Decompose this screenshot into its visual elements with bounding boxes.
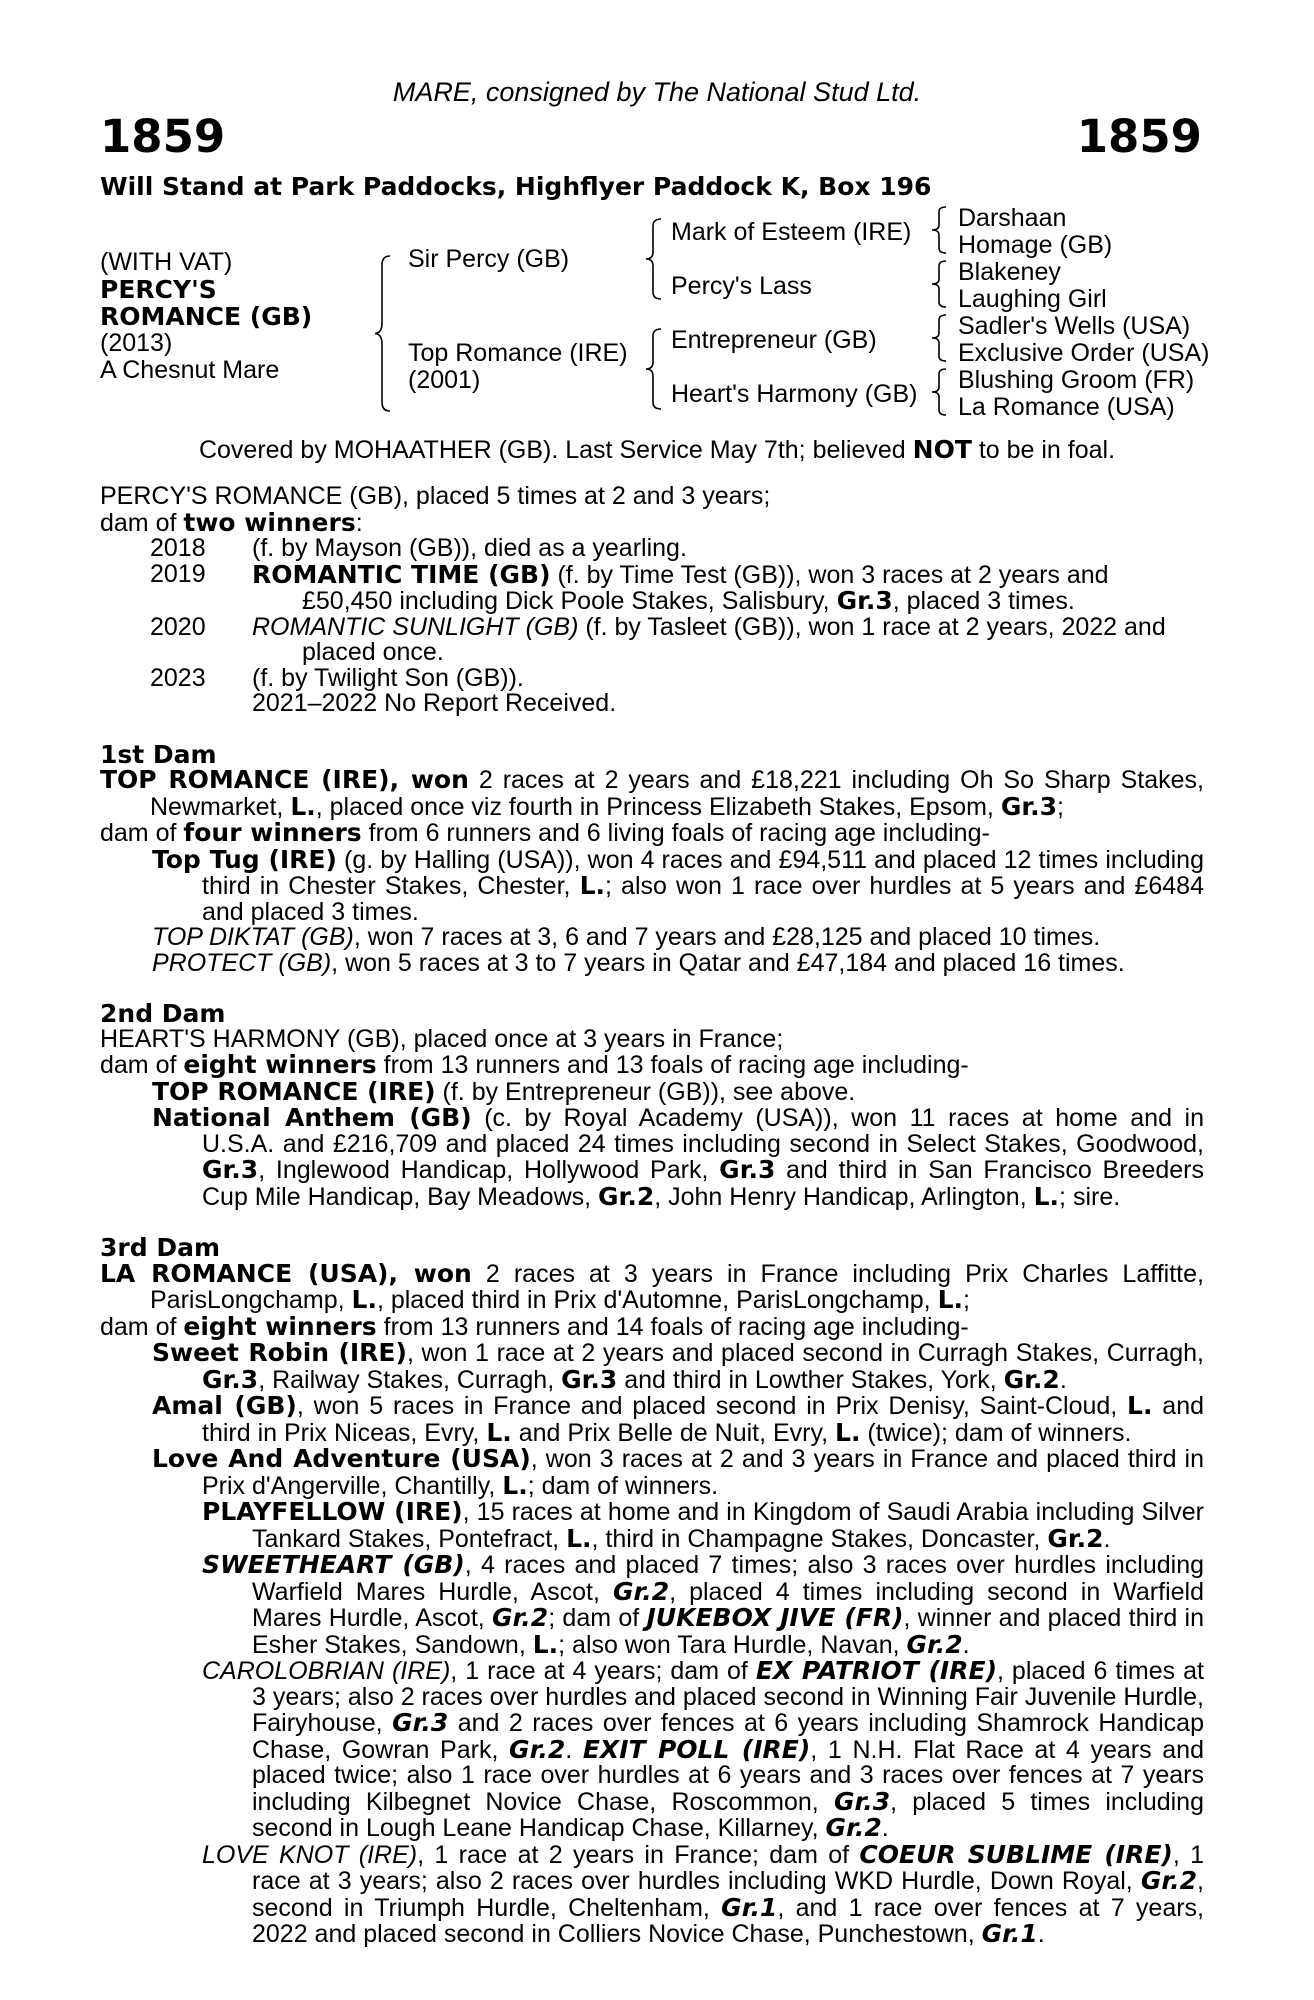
- pedigree-g5: Sadler's Wells (USA): [958, 312, 1191, 340]
- lot-number-right: 1859: [1076, 110, 1202, 163]
- vat-note: (WITH VAT): [100, 248, 233, 276]
- pedigree-dam-line2: (2001): [408, 366, 481, 394]
- first-dam-heading: 1st Dam: [100, 739, 217, 769]
- pedigree-sire-dam: Percy's Lass: [671, 272, 812, 300]
- mare-dam-of: dam of two winners:: [100, 507, 363, 537]
- granddaughter-love-knot: LOVE KNOT (IRE), 1 race at 2 years in France; dam of COEUR SUBLIME (IRE), 1 race at 3 years; also 2 races over hurdles including WKD Hurdle, Down Royal, Gr.2, second in Triumph Hurdle, Cheltenham, Gr.1, and 1 race over fences at 7 years, 2022 and placed second in Colliers Novice Chase, Punchestown, Gr.1.: [202, 1839, 1205, 1948]
- second-dam-record: HEART'S HARMONY (GB), placed once at 3 years in France;: [100, 1024, 784, 1053]
- pedigree-brace-g3: [930, 314, 948, 362]
- pedigree-brace-g4: [930, 368, 948, 416]
- second-dam-heading: 2nd Dam: [100, 999, 226, 1028]
- pedigree-brace-main: [374, 255, 392, 412]
- first-dam-foal-top-tug: Top Tug (IRE) (g. by Halling (USA)), won 4 races and £94,511 and placed 12 times including third in Chester Stakes, Chester, L.; also won 1 race over hurdles at 5 years and £6484 and placed 3 times.: [152, 844, 1204, 926]
- second-dam-foal-national-anthem: National Anthem (GB) (c. by Royal Academy (USA)), won 11 races at home and in U.S.A. and £216,709 and placed 24 times including second in Select Stakes, Goodwood, Gr.3, Inglewood Handicap, Hollywood Park, Gr.3 and third in San Francisco Breeders Cup Mile Handicap, Bay Meadows, Gr.2, John Henry Handicap, Arlington, L.; sire.: [152, 1103, 1204, 1211]
- foal-2019: 2019 ROMANTIC TIME (GB) (f. by Time Test (GB)), won 3 races at 2 years and £50,450 including Dick Poole Stakes, Salisbury, Gr.3, placed 3 times.: [150, 559, 1109, 615]
- foal-2020: 2020 ROMANTIC SUNLIGHT (GB) (f. by Tasleet (GB)), won 1 race at 2 years, 2022 and placed once.: [150, 612, 1166, 666]
- horse-description: A Chesnut Mare: [100, 356, 280, 384]
- pedigree-dam-line1: Top Romance (IRE): [408, 339, 628, 367]
- horse-name-line2: ROMANCE (GB): [100, 302, 313, 331]
- foal-2018: 2018 (f. by Mayson (GB)), died as a yearling.: [150, 534, 687, 562]
- pedigree-dam-dam: Heart's Harmony (GB): [671, 380, 918, 408]
- granddaughter-sweetheart: SWEETHEART (GB), 4 races and placed 7 times; also 3 races over hurdles including Warfield Mares Hurdle, Ascot, Gr.2, placed 4 times including second in Warfield Mares Hurdle, Ascot, Gr.2; dam of JUKEBOX JIVE (FR), winner and placed third in Esher Stakes, Sandown, L.; also won Tara Hurdle, Navan, Gr.2.: [202, 1550, 1205, 1659]
- horse-name-line1: PERCY'S: [100, 275, 217, 304]
- pedigree-sire-sire: Mark of Esteem (IRE): [671, 218, 912, 246]
- second-dam-dam-of: dam of eight winners from 13 runners and 13 foals of racing age including-: [100, 1050, 969, 1079]
- third-dam-dam-of: dam of eight winners from 13 runners and 14 foals of racing age including-: [100, 1311, 969, 1341]
- first-dam-foal-top-diktat: TOP DIKTAT (GB), won 7 races at 3, 6 and 7 years and £28,125 and placed 10 times.: [152, 923, 1101, 951]
- mare-record: PERCY'S ROMANCE (GB), placed 5 times at 2 and 3 years;: [100, 482, 771, 510]
- pedigree-brace-g1: [930, 206, 948, 254]
- pedigree-brace-dam: [645, 328, 663, 410]
- horse-year: (2013): [100, 329, 173, 357]
- pedigree-dam-sire: Entrepreneur (GB): [671, 326, 877, 354]
- first-dam-foal-protect: PROTECT (GB), won 5 races at 3 to 7 years in Qatar and £47,184 and placed 16 times.: [152, 948, 1125, 977]
- covering-note: Covered by MOHAATHER (GB). Last Service May 7th; believed NOT to be in foal.: [198, 435, 1116, 464]
- first-dam-record: TOP ROMANCE (IRE), won 2 races at 2 years and £18,221 including Oh So Sharp Stakes, Newmarket, L., placed once viz fourth in Princess Elizabeth Stakes, Epsom, Gr.3;: [100, 765, 1204, 821]
- third-dam-record: LA ROMANCE (USA), won 2 races at 3 years in France including Prix Charles Laffitte, ParisLongchamp, L., placed third in Prix d'Automne, ParisLongchamp, L.;: [100, 1258, 1204, 1314]
- pedigree-brace-sire: [645, 218, 663, 300]
- catalogue-subtitle: MARE, consigned by The National Stud Ltd.: [392, 77, 922, 107]
- pedigree-g2: Homage (GB): [958, 231, 1113, 259]
- granddaughter-carolobrian: CAROLOBRIAN (IRE), 1 race at 4 years; dam of EX PATRIOT (IRE), placed 6 times at 3 years; also 2 races over hurdles and placed second in Winning Fair Juvenile Hurdle, Fairyhouse, Gr.3 and 2 races over fences at 6 years including Shamrock Handicap Chase, Gowran Park, Gr.2. EXIT POLL (IRE), 1 N.H. Flat Race at 4 years and placed twice; also 1 race over hurdles at 6 years and 3 races over fences at 7 years including Kilbegnet Novice Chase, Roscommon, Gr.3, placed 5 times including second in Lough Leane Handicap Chase, Killarney, Gr.2.: [202, 1656, 1205, 1842]
- pedigree-brace-g2: [930, 260, 948, 308]
- granddaughter-playfellow: PLAYFELLOW (IRE), 15 races at home and in Kingdom of Saudi Arabia including Silver Tankard Stakes, Pontefract, L., third in Champagne Stakes, Doncaster, Gr.2.: [202, 1497, 1205, 1553]
- foal-2023: 2023 (f. by Twilight Son (GB)). 2021–2022 No Report Received.: [150, 663, 617, 717]
- pedigree-g7: Blushing Groom (FR): [958, 366, 1195, 394]
- first-dam-dam-of: dam of four winners from 6 runners and 6 living foals of racing age including-: [100, 818, 990, 847]
- pedigree-g3: Blakeney: [958, 258, 1061, 286]
- pedigree-g8: La Romance (USA): [958, 393, 1175, 421]
- pedigree-g1: Darshaan: [958, 204, 1067, 232]
- stand-location: Will Stand at Park Paddocks, Highflyer Paddock K, Box 196: [100, 172, 932, 201]
- third-dam-foal-love-and-adventure: Love And Adventure (USA), won 3 races at 2 and 3 years in France and placed third in Prix d'Angerville, Chantilly, L.; dam of winners.: [152, 1444, 1205, 1500]
- pedigree-g4: Laughing Girl: [958, 285, 1107, 313]
- lot-number-left: 1859: [100, 110, 226, 163]
- pedigree-g6: Exclusive Order (USA): [958, 339, 1210, 367]
- third-dam-foal-amal: Amal (GB), won 5 races in France and placed second in Prix Denisy, Saint-Cloud, L. and third in Prix Niceas, Evry, L. and Prix Belle de Nuit, Evry, L. (twice); dam of winners.: [152, 1391, 1205, 1447]
- pedigree-sire: Sir Percy (GB): [408, 245, 570, 273]
- second-dam-foal-top-romance: TOP ROMANCE (IRE) (f. by Entrepreneur (GB)), see above.: [152, 1076, 856, 1106]
- catalogue-body: [100, 484, 1204, 1948]
- third-dam-foal-sweet-robin: Sweet Robin (IRE), won 1 race at 2 years and placed second in Curragh Stakes, Curragh, Gr.3, Railway Stakes, Curragh, Gr.3 and third in Lowther Stakes, York, Gr.2.: [152, 1338, 1204, 1394]
- third-dam-heading: 3rd Dam: [100, 1233, 220, 1262]
